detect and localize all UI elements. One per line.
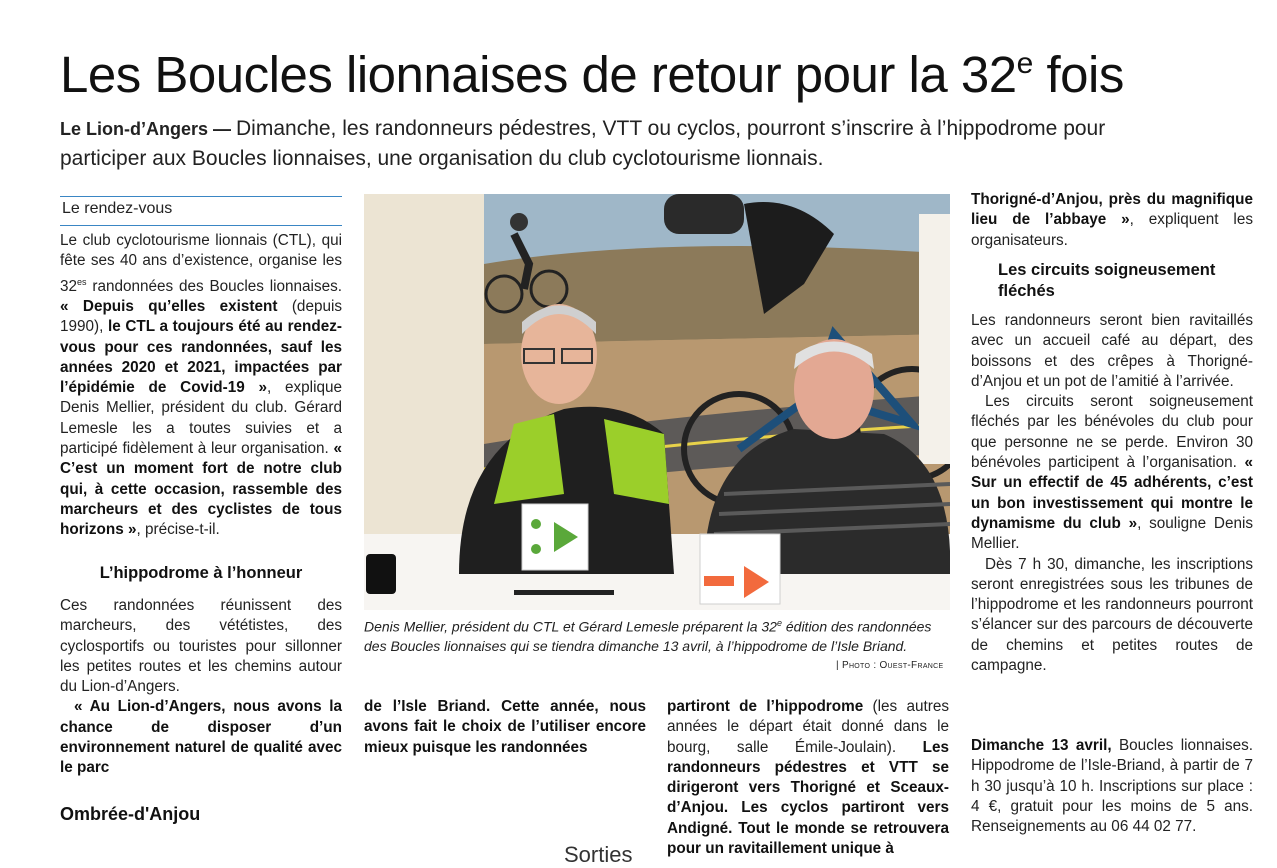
paragraph-3: Dès 7 h 30, dimanche, les inscriptions seront enregistrées sous les tribunes de l’hippodrome et les randonneurs pourront s’élancer sur des parcours de découverte de chemins et petites routes de campagne. <box>971 555 1253 675</box>
subhead-hippodrome: L’hippodrome à l’honneur <box>99 564 303 582</box>
next-article-heading: Ombrée-d'Anjou <box>60 804 201 824</box>
column-1-paragraph-2 <box>60 596 342 779</box>
lede-text: Dimanche, les randonneurs pédestres, VTT ou cyclos, pourront s’inscrire à l’hippodrome pour participer aux Boucles lionnaises, une organisation du club cyclotourisme lionnais. <box>60 117 1106 170</box>
paragraph-1: Les randonneurs seront bien ravitaillés avec un accueil café au départ, des boissons et des crêpes à Thorigné-d’Anjou et un pot de l’amitié à l’arrivée. <box>971 312 1253 390</box>
paragraph-3: « Au Lion-d’Angers, nous avons la chance de disposer d’un environnement naturel de qualité avec le parc <box>60 698 342 777</box>
article-lede <box>60 114 1120 173</box>
section-label: Le rendez-vous <box>62 200 173 217</box>
column-4-top <box>971 190 1253 251</box>
quote-bold: Les randonneurs pédestres et VTT se dirigeront vers Thorigné et Sceaux-d’Anjou. Les cyclos partiront vers Andigné. Tout le monde se retrouvera pour un ravitaillement unique à <box>667 738 949 858</box>
practical-info <box>971 736 1253 837</box>
quote-bold: le CTL a toujours été au rendez-vous pour ces randonnées, sauf les années 2020 et 2021, impactées par l’épidémie de Covid-19 » <box>60 318 342 397</box>
paragraph-2: Ces randonnées réunissent des marcheurs, des vététistes, des cyclosportifs ou touristes pour sillonner les petites routes et les chemins autour du Lion-d’Angers. <box>60 597 342 696</box>
caption-text: Denis Mellier, président du CTL et Gérard Lemesle préparent la 32 <box>364 618 777 635</box>
text-run: randonnées des Boucles lionnaises. <box>86 277 342 295</box>
article-photo <box>364 194 950 610</box>
section-rule-top <box>60 196 342 197</box>
subhead-circuits: Les circuits soigneusement fléchés <box>998 261 1216 300</box>
section-rule-bottom <box>60 225 342 226</box>
title-superscript: e <box>1016 47 1033 80</box>
page-edge <box>1262 0 1277 864</box>
quote-bold: « Sur un effectif de 45 adhérents, c’est un bon investissement qui montre le dynamisme du club » <box>971 454 1253 532</box>
text-run: , expliquent les organisateurs. <box>971 211 1253 249</box>
text-run: , précise-t-il. <box>136 521 220 539</box>
quote-bold: « C’est un moment fort de notre club qui, à cette occasion, rassemble des marcheurs et des cyclistes de tous horizons » <box>60 440 342 539</box>
superscript: es <box>77 276 87 287</box>
article-title <box>60 44 1124 106</box>
quote-bold: « Depuis qu’elles existent <box>60 297 278 315</box>
photo-credit: | Photo : Ouest-France <box>836 660 944 671</box>
photo-illustration <box>364 194 950 610</box>
title-text: Les Boucles lionnaises de retour pour la 32 <box>60 46 1017 103</box>
text-run: Les circuits seront soigneusement fléchés par les bénévoles du club pour que personne ne se perde. Environ 30 bénévoles participent à l’organisation. <box>971 393 1253 472</box>
caption-text-end: édition des randonnées des Boucles lionnaises qui se tiendra dimanche 13 avril, à l’hippodrome de l’Isle Briand. <box>364 618 932 654</box>
quote-bold: Thorigné-d’Anjou, près du magnifique lieu de l’abbaye » <box>971 191 1253 229</box>
section-fragment: Sorties <box>564 842 633 867</box>
quote-bold: partiront de l’hippodrome <box>667 698 864 715</box>
info-text: Boucles lionnaises. Hippodrome de l’Isle-Briand, à partir de 7 h 30 jusqu’à 10 h. Inscriptions sur place : 4 €, gratuit pour les moins de 5 ans. Renseignements au 06 44 02 77. <box>971 737 1254 836</box>
sign-orange <box>700 534 780 604</box>
column-3-text <box>667 697 949 859</box>
text-run: (depuis 1990), <box>60 297 343 336</box>
title-end: fois <box>1032 46 1124 103</box>
photo-caption <box>364 614 950 656</box>
column-2-text: de l’Isle Briand. Cette année, nous avons fait le choix de l’utiliser encore mieux puisque les randonnées <box>364 698 646 756</box>
info-date: Dimanche 13 avril, <box>971 737 1112 754</box>
text-run: , explique Denis Mellier, président du club. Gérard Lemesle les a toutes suivies et a participé fidèlement à leur organisation. <box>60 379 342 458</box>
text-run: , souligne Denis Mellier. <box>971 514 1254 553</box>
column-4-body <box>971 311 1253 676</box>
text-run: Le club cyclotourisme lionnais (CTL), qui fête ses 40 ans d’existence, organise les 32 <box>60 232 342 295</box>
text-run: (les autres années le départ était donné dans le bourg, salle Émile-Joulain). <box>667 698 949 756</box>
caption-superscript: e <box>776 618 782 628</box>
column-1-paragraph-1 <box>60 231 342 541</box>
lede-place: Le Lion-d’Angers — <box>60 119 237 139</box>
